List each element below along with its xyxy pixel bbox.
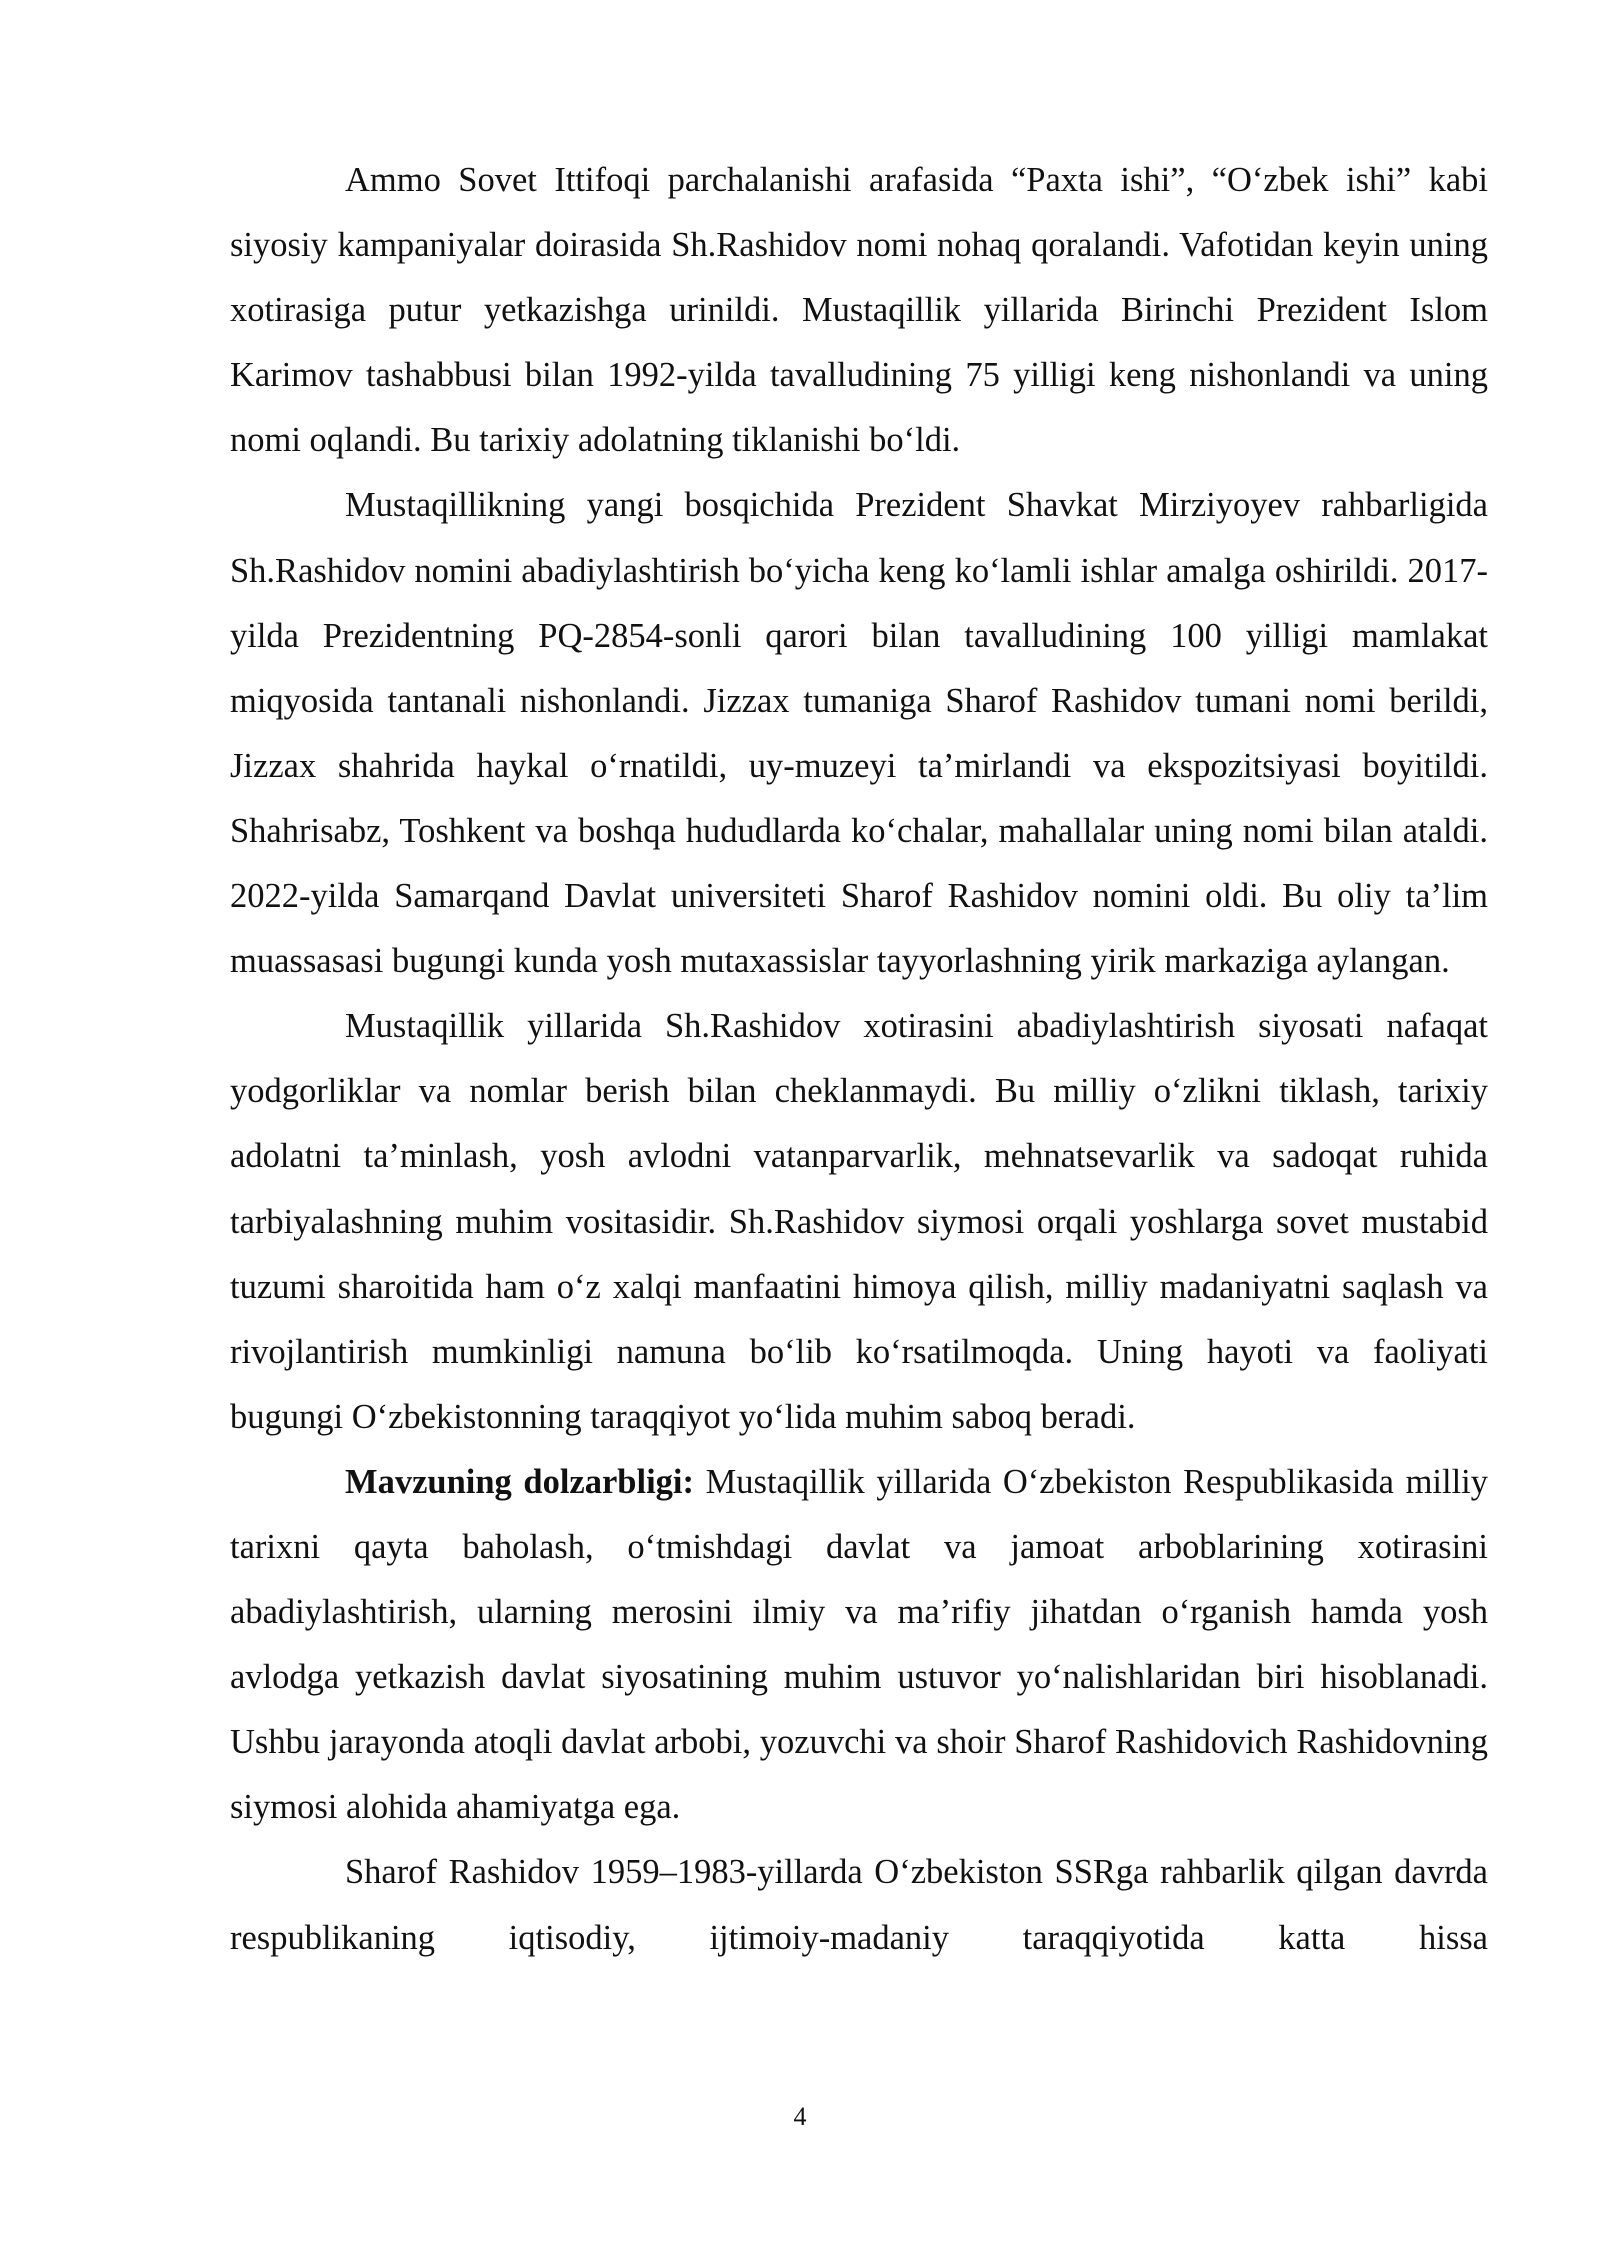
- paragraph-5: [230, 1840, 1488, 1970]
- paragraph-4: [230, 1450, 1488, 1841]
- paragraph-1-text: Ammo Sovet Ittifoqi parchalanishi arafasida “Paxta ishi”, “O‘zbek ishi” kabi siyosiy kampaniyalar doirasida Sh.Rashidov nomi nohaq qoralandi. Vafotidan keyin uning xotirasiga putur yetkazishga urinildi. Mustaqillik yillarida Birinchi Prezident Islom Karimov tashabbusi bilan 1992-yilda tavalludining 75 yilligi keng nishonlandi va uning nomi oqlandi. Bu tarixiy adolatning tiklanishi bo‘ldi.: [230, 161, 1488, 460]
- paragraph-2: [230, 473, 1488, 994]
- paragraph-3: [230, 994, 1488, 1450]
- paragraph-5-text: Sharof Rashidov 1959–1983-yillarda O‘zbekiston SSRga rahbarlik qilgan davrda respublikaning iqtisodiy, ijtimoiy-madaniy taraqqiyotida katta hissa: [230, 1853, 1488, 1957]
- paragraph-1: [230, 148, 1488, 473]
- paragraph-2-text: Mustaqillikning yangi bosqichida Prezident Shavkat Mirziyoyev rahbarligida Sh.Rashidov nomini abadiylashtirish bo‘yicha keng ko‘lamli ishlar amalga oshirildi. 2017-yilda Prezidentning PQ-2854-sonli qarori bilan tavalludining 100 yilligi mamlakat miqyosida tantanali nishonlandi. Jizzax tumaniga Sharof Rashidov tumani nomi berildi, Jizzax shahrida haykal o‘rnatildi, uy-muzeyi ta’mirlandi va ekspozitsiyasi boyitildi. Shahrisabz, Toshkent va boshqa hududlarda ko‘chalar, mahallalar uning nomi bilan ataldi. 2022-yilda Samarqand Davlat universiteti Sharof Rashidov nomini oldi. Bu oliy ta’lim muassasasi bugungi kunda yosh mutaxassislar tayyorlashning yirik markaziga aylangan.: [230, 486, 1488, 981]
- paragraph-3-text: Mustaqillik yillarida Sh.Rashidov xotirasini abadiylashtirish siyosati nafaqat yodgorliklar va nomlar berish bilan cheklanmaydi. Bu milliy o‘zlikni tiklash, tarixiy adolatni ta’minlash, yosh avlodni vatanparvarlik, mehnatsevarlik va sadoqat ruhida tarbiyalashning muhim vositasidir. Sh.Rashidov siymosi orqali yoshlarga sovet mustabid tuzumi sharoitida ham o‘z xalqi manfaatini himoya qilish, milliy madaniyatni saqlash va rivojlantirish mumkinligi namuna bo‘lib ko‘rsatilmoqda. Uning hayoti va faoliyati bugungi O‘zbekistonning taraqqiyot yo‘lida muhim saboq beradi.: [230, 1007, 1488, 1436]
- paragraph-4-text: Mustaqillik yillarida O‘zbekiston Respublikasida milliy tarixni qayta baholash, o‘tmishdagi davlat va jamoat arboblarining xotirasini abadiylashtirish, ularning merosini ilmiy va ma’rifiy jihatdan o‘rganish hamda yosh avlodga yetkazish davlat siyosatining muhim ustuvor yo‘nalishlaridan biri hisoblanadi. Ushbu jarayonda atoqli davlat arbobi, yozuvchi va shoir Sharof Rashidovich Rashidovning siymosi alohida ahamiyatga ega.: [230, 1462, 1489, 1827]
- page-number: 4: [793, 2102, 807, 2131]
- body-text: [230, 148, 1488, 1971]
- section-heading: Mavzuning dolzarbligi:: [345, 1462, 694, 1501]
